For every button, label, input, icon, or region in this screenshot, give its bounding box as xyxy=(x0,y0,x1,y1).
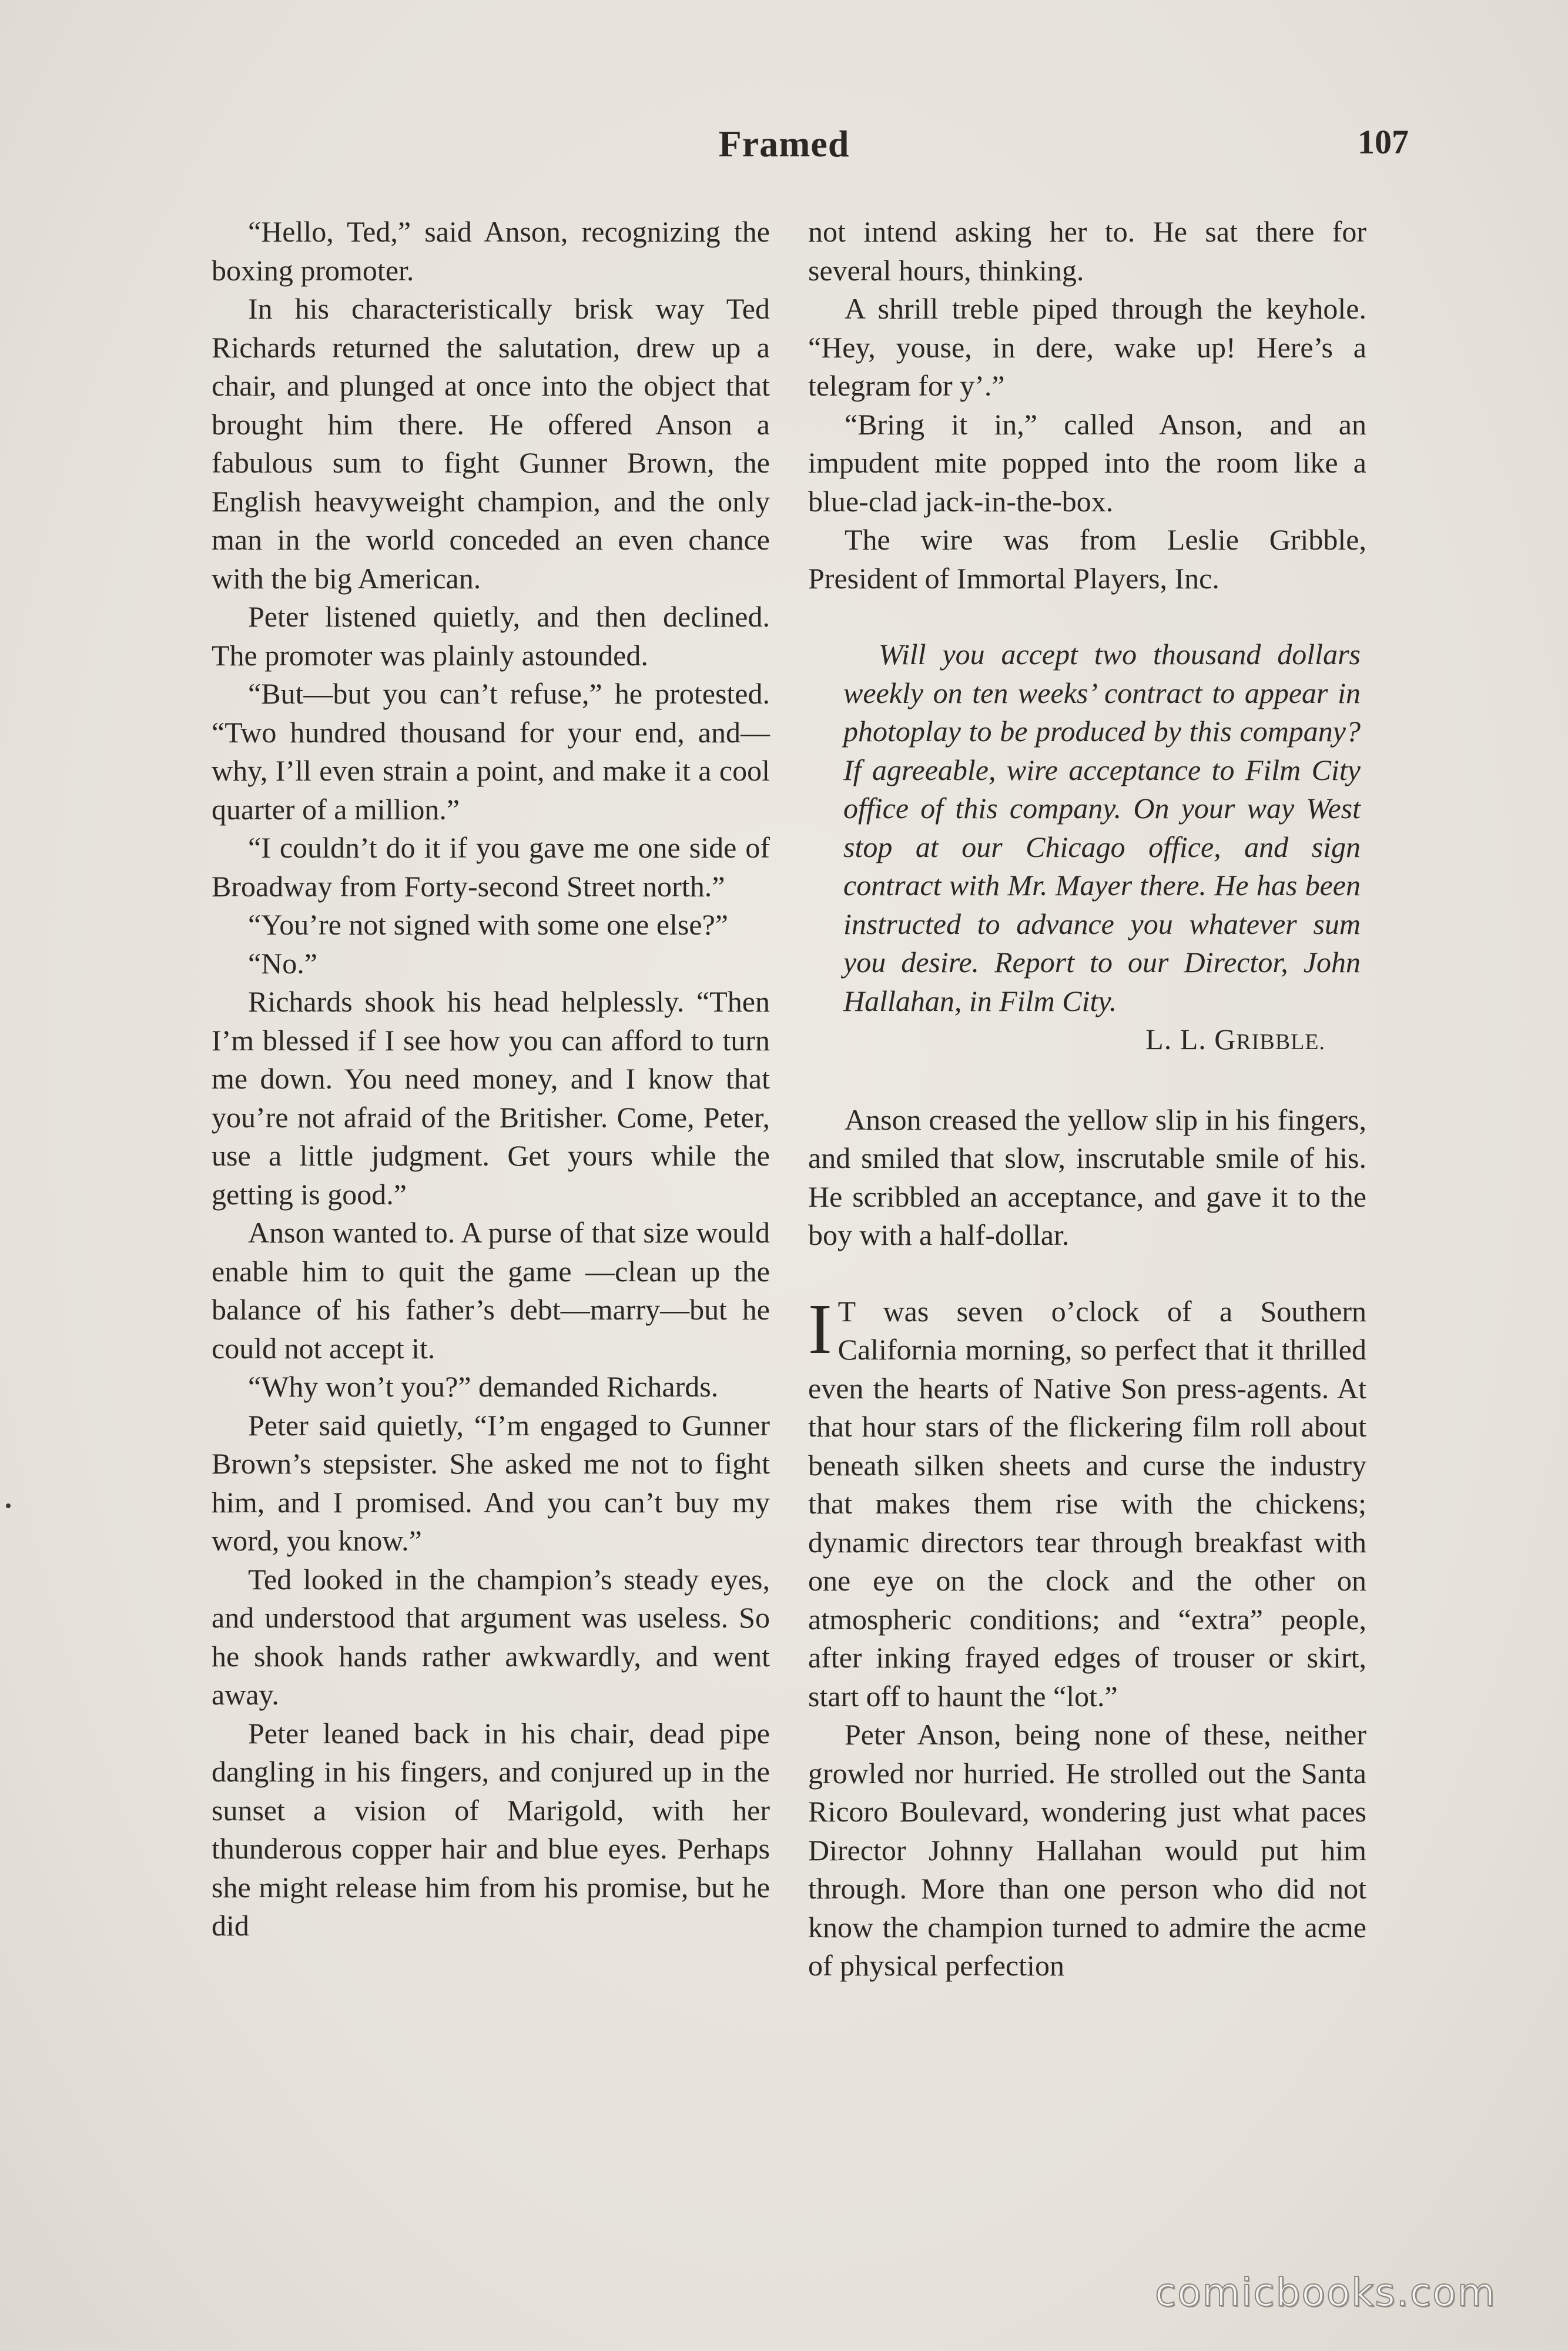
paragraph: In his characteristically brisk way Ted Richards returned the salutation, drew up a chair, and plunged at once into the object that brought him there. He offered Anson a fabulous sum to fight Gunner Brown, the English heavyweight champion, and the only man in the world conceded an even chance with the big American. xyxy=(212,292,770,595)
paragraph: “I couldn’t do it if you gave me one side of Broadway from Forty-second Street north.” xyxy=(212,831,770,903)
left-column xyxy=(212,213,770,1945)
paragraph: “Bring it in,” called Anson, and an impudent mite popped into the room like a blue-clad jack-in-the-box. xyxy=(808,407,1366,518)
telegram-text: Will you accept two thousand dollars weekly on ten weeks’ contract to appear in photoplay to be produced by this company? If agreeable, wire acceptance to Film City office of this company. On your way West stop at our Chicago office, and sign contract with Mr. Mayer there. He has been instructed to advance you whatever sum you desire. Report to our Director, John Hallahan, in Film City. xyxy=(843,638,1361,1017)
paragraph: “You’re not signed with some one else?” xyxy=(248,908,728,941)
paragraph: Peter leaned back in his chair, dead pipe dangling in his fingers, and conjured up in the sunset a vision of Marigold, with her thunderous copper hair and blue eyes. Perhaps she might release him from his promise, but he did xyxy=(212,1716,770,1942)
telegram-block xyxy=(843,635,1361,1062)
site-watermark: comicbooks.com xyxy=(1155,2270,1496,2315)
paragraph: Richards shook his head helplessly. “Then I’m blessed if I see how you can afford to turn me down. You need money, and I know that you’re not afraid of the Britisher. Come, Peter, use a little judgment. Get yours while the getting is good.” xyxy=(212,985,770,1211)
section-opening-paragraph xyxy=(808,1289,1366,1716)
drop-cap: I xyxy=(808,1289,832,1369)
spacer xyxy=(808,1062,1366,1101)
section-opening-text: T was seven o’clock of a Southern California morning, so perfect that it thrilled even the hearts of Native Son press-agents. At that hour stars of the flickering film roll about beneath silken sheets and curse the industry that makes them rise with the chickens; dynamic directors tear through breakfast with one eye on the clock and the other on atmospheric conditions; and “extra” people, after inking frayed edges of trouser or skirt, start off to haunt the “lot.” xyxy=(808,1294,1366,1713)
page-number: 107 xyxy=(1358,123,1409,161)
paragraph: A shrill treble piped through the keyhole. “Hey, youse, in dere, wake up! Here’s a telegram for y’.” xyxy=(808,292,1366,402)
paragraph: Anson wanted to. A purse of that size would enable him to quit the game —clean up the balance of his father’s debt—marry—but he could not accept it. xyxy=(212,1216,770,1365)
paragraph: The wire was from Leslie Gribble, President of Immortal Players, Inc. xyxy=(808,523,1366,595)
telegram-signature xyxy=(843,1020,1361,1062)
paragraph: Peter listened quietly, and then declined. The promoter was plainly astounded. xyxy=(212,600,770,672)
right-column xyxy=(808,213,1366,1985)
signature-surname: RIBBLE. xyxy=(1236,1030,1325,1054)
print-speck xyxy=(6,1503,11,1508)
running-title: Framed xyxy=(718,123,850,165)
signature-initials: L. L. G xyxy=(1145,1023,1237,1056)
paragraph: “No.” xyxy=(248,946,317,980)
paragraph: “Why won’t you?” demanded Richards. xyxy=(248,1370,719,1403)
paragraph: “Hello, Ted,” said Anson, recognizing the boxing promoter. xyxy=(212,215,770,287)
paragraph: “But—but you can’t refuse,” he protested. “Two hundred thousand for your end, and—why, I’ll even strain a point, and make it a cool quarter of a million.” xyxy=(212,677,770,826)
paragraph: Ted looked in the champion’s steady eyes, and understood that argument was useless. So he shook hands rather awkwardly, and went away. xyxy=(212,1562,770,1711)
paragraph: Peter Anson, being none of these, neither growled nor hurried. He strolled out the Santa Ricoro Boulevard, wondering just what paces Director Johnny Hallahan would put him through. More than one person who did not know the champion turned to admire the acme of physical perfection xyxy=(808,1718,1366,1982)
paragraph: Peter said quietly, “I’m engaged to Gunner Brown’s stepsister. She asked me not to fight him, and I promised. And you can’t buy my word, you know.” xyxy=(212,1408,770,1557)
paragraph: Anson creased the yellow slip in his fingers, and smiled that slow, inscrutable smile of his. He scribbled an acceptance, and gave it to the boy with a half-dollar. xyxy=(808,1103,1366,1251)
paragraph: not intend asking her to. He sat there for several hours, thinking. xyxy=(808,215,1366,287)
